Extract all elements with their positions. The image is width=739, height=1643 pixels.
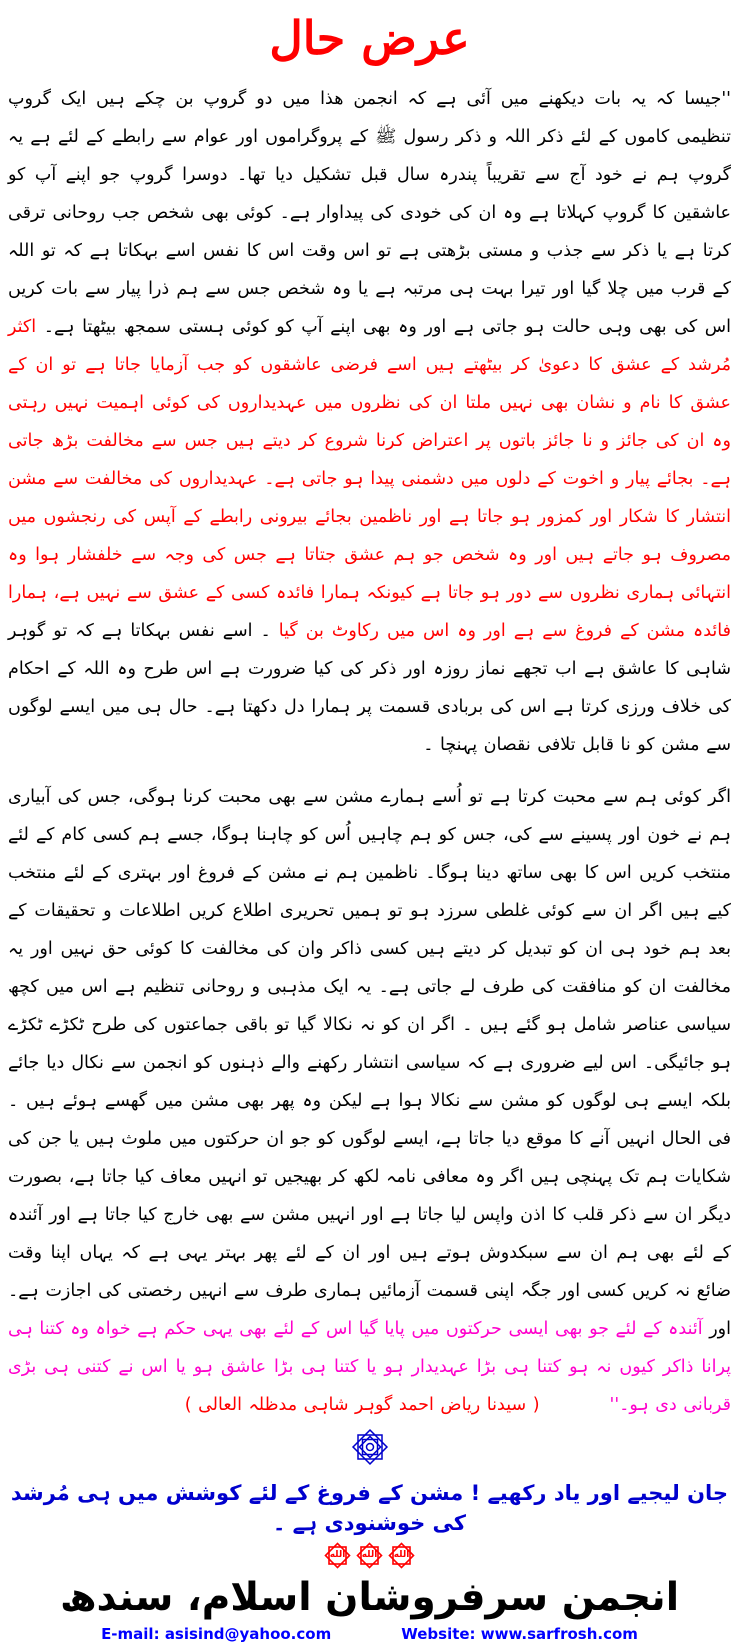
text-segment-red: اکثر مُرشد کے عشق کا دعویٰ کر بیٹھتے ہیں اسے فرضی عاشقوں کو جب آزمایا جاتا ہے تو ان کے عشق کا نام و نشان بھی نہیں ملتا ان کی نظروں میں عہدیداروں کی کوئی اہمیت نہیں رہتی وہ ان کی جائز و نا جائز باتوں پر اعتراض کرنا شروع کر دیتے ہیں جس سے مخالفت بڑھ جاتی ہے۔ بجائے پیار و اخوت کے دلوں میں دشمنی پیدا ہو جاتی ہے۔ عہدیداروں کی مخالفت سے مشن انتشار کا شکار اور کمزور ہو جاتا ہے اور ناظمین بجائے بیرونی رابطے کے آپس کی رنجشوں میں مصروف ہو جاتے ہیں اور وہ شخص جو ہم عشق جتاتا ہے جس کی وجہ سے خلفشار ہوا وہ انتہائی ہماری نظروں سے دور ہو جاتا ہے کیونکہ ہمارا فائدہ کسی کے عشق سے نہیں ہے، ہمارا فائدہ مشن کے فروغ سے ہے اور وہ اس میں رکاوٹ بن گیا	[8, 317, 731, 641]
paragraph-1	[8, 80, 731, 764]
document-page	[0, 6, 739, 1643]
organization-title: انجمن سرفروشان اسلام، سندھ	[59, 1575, 680, 1620]
text-segment-black: ۔ اسے نفس بہکاتا ہے کہ تو گوہر شاہی کا عاشق ہے اب تجھے نماز روزہ اور ذکر کی کیا ضرورت ہے اس طرح وہ اللہ کے احکام کی خلاف ورزی کرتا ہے اس کی بربادی قسمت پر ہمارا دل دکھتا ہے۔ حال ہی میں ایسے لوگوں سے مشن کو نا قابل تلافی نقصان پہنچا ۔	[8, 621, 731, 755]
allah-star-icon: الله	[388, 1542, 415, 1569]
website-link[interactable]: www.sarfrosh.com	[480, 1625, 638, 1643]
text-segment-black: ''جیسا کہ یہ بات دیکھنے میں آئی ہے کہ انجمن ھذا میں دو گروپ بن چکے ہیں ایک گروپ تنظیمی کاموں کے لئے ذکر اللہ و ذکر رسول ﷺ کے پروگراموں اور عوام سے رابطے کے لئے ہے یہ گروپ ہم نے خود آج سے تقریباً پندرہ سال قبل تشکیل دیا تھا۔ دوسرا گروپ جو اپنے آپ کو عاشقین کا گروپ کہلاتا ہے وہ ان کی خودی کی پیداوار ہے۔ کوئی بھی شخص جب روحانی ترقی کرتا ہے یا ذکر سے جذب و مستی بڑھتی ہے تو اس وقت اس کا نفس اسے بہکاتا ہے کہ تو اللہ کے قرب میں چلا گیا اور تیرا بہت ہی مرتبہ ہے یا وہ شخص جس سے ہم ذرا پیار سے بات کریں اس کی بھی وہی حالت ہو جاتی ہے اور وہ بھی اپنے آپ کو کوئی ہستی سمجھ بیٹھتا ہے۔	[8, 89, 731, 337]
page-title: عرض حال	[269, 11, 470, 65]
text-segment-red: ( سیدنا ریاض احمد گوہر شاہی مدظلہ العالی )	[184, 1395, 540, 1415]
allah-star-icon: الله	[356, 1542, 383, 1569]
email-entry	[101, 1625, 331, 1643]
email-link[interactable]: asisind@yahoo.com	[164, 1625, 332, 1643]
allah-star-icon: الله	[324, 1542, 351, 1569]
email-label: E-mail:	[101, 1625, 160, 1643]
allah-stars-row	[8, 1542, 731, 1569]
website-label: Website:	[401, 1625, 476, 1643]
text-segment-black: اگر کوئی ہم سے محبت کرتا ہے تو اُسے ہمارے مشن سے بھی محبت کرنا ہوگی، جس کی آبیاری ہم نے خون اور پسینے سے کی، جس کو ہم چاہیں اُس کو چاہنا ہوگا، جسے ہم کسی کام کے لئے منتخب کریں اس کا بھی ساتھ دینا ہوگا۔ ناظمین ہم نے مشن کے فروغ اور بہتری کے لئے منتخب کیے ہیں اگر ان سے کوئی غلطی سرزد ہو تو ہمیں تحریری اطلاع کریں اطلاعات و تحقیقات کے بعد ہم خود ہی ان کو تبدیل کر دیتے ہیں کسی ذاکر وان کی مخالفت کا کوئی حق نہیں اور یہ مخالفت ان کو منافقت کی طرف لے جاتی ہے۔ یہ ایک مذہبی و روحانی تنظیم ہے اس میں کچھ سیاسی عناصر شامل ہو گئے ہیں ۔ اگر ان کو نہ نکالا گیا تو باقی جماعتوں کی طرح ٹکڑے ٹکڑے ہو جائیگی۔ اس لیے ضروری ہے کہ سیاسی انتشار رکھنے والے ذہنوں کو انجمن سے نکال دیا جائے بلکہ ایسے ہی لوگوں کو مشن سے نکالا ہوا ہے لیکن وہ پھر بھی مشن میں گھسے ہوئے ہیں ۔ فی الحال انہیں آنے کا موقع دیا جاتا ہے، ایسے لوگوں کو جو ان حرکتوں میں ملوث ہیں یا جن کی شکایات ہم تک پہنچی ہیں اگر وہ معافی نامہ لکھ کر بھیجیں تو انہیں معاف کیا جاتا ہے، بصورت دیگر ان سے ذکر قلب کا اذن واپس لیا جاتا ہے اور انہیں مشن سے بھی خارج کیا جاتا ہے اور آئندہ کے لئے بھی ہم ان سے سبکدوش ہوتے ہیں اور ان کے لئے پھر بہتر یہی ہے کہ یہاں اپنا وقت ضائع نہ کریں کسی اور جگہ اپنی قسمت آزمائیں ہماری طرف سے انہیں رخصتی کی اجازت ہے۔ اور	[8, 787, 731, 1339]
footer-contact-bar	[8, 1625, 731, 1643]
text-segment-magenta: آئندہ کے لئے جو بھی ایسی حرکتوں میں پایا گیا اس کے لئے بھی یہی حکم ہے خواہ وہ کتنا ہی پرانا ذاکر کیوں نہ ہو کتنا ہی بڑا عہدیدار ہو یا کتنا ہی بڑا عاشق ہو یا اس نے کتنی ہی بڑی قربانی دی ہو۔''	[8, 1319, 731, 1415]
star-medallion-icon	[349, 1426, 391, 1472]
ornament-row-medallion	[8, 1426, 731, 1472]
website-entry	[401, 1625, 638, 1643]
paragraph-2	[8, 778, 731, 1424]
notice-line: جان لیجیے اور یاد رکھیے ! مشن کے فروغ کے لئے کوشش میں ہی مُرشد کی خوشنودی ہے ۔	[10, 1481, 729, 1535]
